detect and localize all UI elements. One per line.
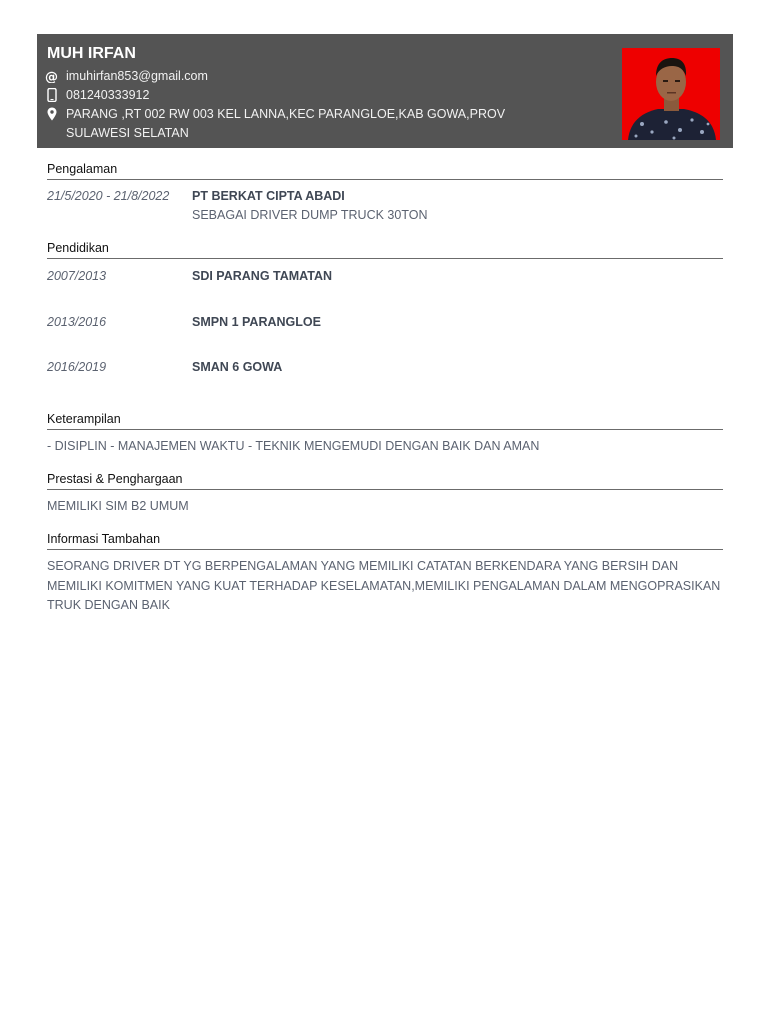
education-school-1: SDI PARANG TAMATAN bbox=[192, 269, 333, 283]
candidate-name: MUH IRFAN bbox=[47, 45, 136, 62]
experience-company: PT BERKAT CIPTA ABADI bbox=[192, 189, 345, 203]
email-text: imuhirfan853@gmail.com bbox=[66, 69, 208, 83]
education-date-1: 2007/2013 bbox=[47, 269, 107, 283]
skills-text: - DISIPLIN - MANAJEMEN WAKTU - TEKNIK MENGEMUDI DENGAN BAIK DAN AMAN bbox=[47, 439, 540, 453]
email-row bbox=[45, 67, 536, 86]
experience-date: 21/5/2020 - 21/8/2022 bbox=[47, 189, 170, 203]
at-icon bbox=[45, 67, 59, 83]
phone-text: 081240333912 bbox=[66, 88, 150, 102]
resume-header bbox=[37, 34, 733, 148]
additional-text: SEORANG DRIVER DT YG BERPENGALAMAN YANG MEMILIKI CATATAN BERKENDARA YANG BERSIH DAN MEMILIKI KOMITMEN YANG KUAT TERHADAP KESELAMATAN,MEMILIKI PENGALAMAN DALAM MENGOPRASIKAN TRUK DENGAN BAIK bbox=[47, 559, 721, 612]
section-title-education: Pendidikan bbox=[47, 241, 723, 259]
section-title-experience: Pengalaman bbox=[47, 162, 723, 180]
education-date-2: 2013/2016 bbox=[47, 315, 107, 329]
experience-role: SEBAGAI DRIVER DUMP TRUCK 30TON bbox=[192, 208, 428, 222]
svg-text:@: @ bbox=[45, 70, 58, 83]
education-school-2: SMPN 1 PARANGLOE bbox=[192, 315, 321, 329]
phone-icon bbox=[45, 86, 59, 102]
section-title-additional: Informasi Tambahan bbox=[47, 532, 723, 550]
education-school-3: SMAN 6 GOWA bbox=[192, 360, 283, 374]
location-pin-icon bbox=[45, 105, 59, 121]
profile-photo bbox=[622, 48, 720, 140]
awards-text: MEMILIKI SIM B2 UMUM bbox=[47, 499, 189, 513]
phone-row bbox=[45, 86, 536, 105]
section-title-awards: Prestasi & Penghargaan bbox=[47, 472, 723, 490]
address-text: PARANG ,RT 002 RW 003 KEL LANNA,KEC PARANGLOE,KAB GOWA,PROV SULAWESI SELATAN bbox=[66, 107, 506, 140]
education-date-3: 2016/2019 bbox=[47, 360, 107, 374]
section-title-skills: Keterampilan bbox=[47, 412, 723, 430]
address-row bbox=[45, 105, 536, 143]
